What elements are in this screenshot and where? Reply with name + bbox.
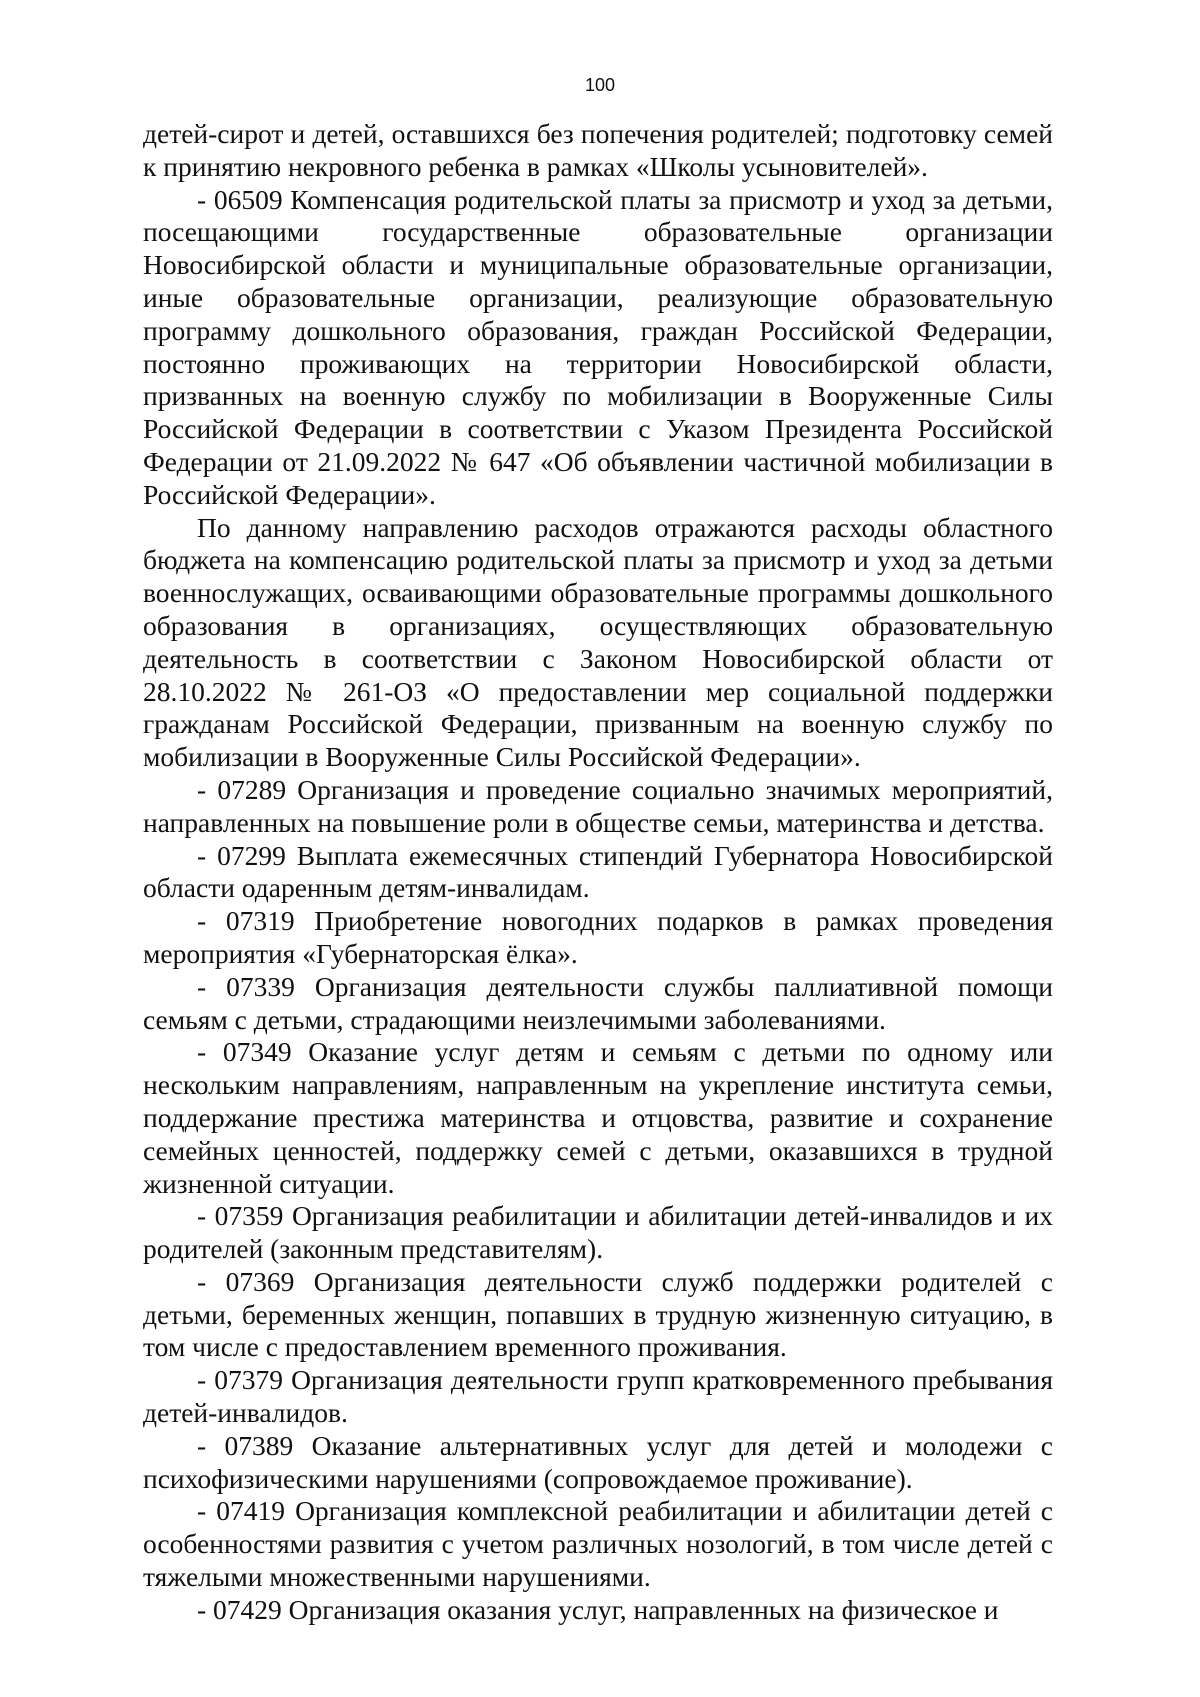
paragraph-07379: - 07379 Организация деятельности групп кратковременного пребывания детей-инвалидов. xyxy=(143,1364,1053,1429)
page-number: 100 xyxy=(584,75,616,95)
paragraph-07299: - 07299 Выплата ежемесячных стипендий Губернатора Новосибирской области одаренным детям-инвалидам. xyxy=(143,839,1053,904)
paragraph-continuation: детей-сирот и детей, оставшихся без попечения родителей; подготовку семей к принятию некровного ребенка в рамках «Школы усыновителей». xyxy=(143,118,1053,182)
paragraph-06509: - 06509 Компенсация родительской платы за присмотр и уход за детьми, посещающими государственные образовательные организации Новосибирской области и муниципальные образовательные организации, иные образовательные организации, реализующие образовательную программу дошкольного образования, граждан Российской Федерации, постоянно проживающих на территории Новосибирской области, призванных на военную службу по мобилизации в Вооруженные Силы Российской Федерации в соответствии с Указом Президента Российской Федерации от 21.09.2022 № 647 «Об объявлении частичной мобилизации в Российской Федерации». xyxy=(143,183,1053,510)
paragraph-07369: - 07369 Организация деятельности служб поддержки родителей с детьми, беременных женщин, попавших в трудную жизненную ситуацию, в том числе с предоставлением временного проживания. xyxy=(143,1265,1053,1363)
paragraph-07359: - 07359 Организация реабилитации и абилитации детей-инвалидов и их родителей (законным представителям). xyxy=(143,1200,1053,1265)
paragraph-07319: - 07319 Приобретение новогодних подарков в рамках проведения мероприятия «Губернаторская ёлка». xyxy=(143,905,1053,969)
paragraph-07339: - 07339 Организация деятельности службы паллиативной помощи семьям с детьми, страдающими неизлечимыми заболеваниями. xyxy=(143,970,1053,1035)
paragraph-07289: - 07289 Организация и проведение социально значимых мероприятий, направленных на повышение роли в обществе семьи, материнства и детства. xyxy=(143,773,1053,838)
paragraph-07429: - 07429 Организация оказания услуг, направленных на физическое и xyxy=(197,1593,999,1625)
document-body xyxy=(143,118,1053,1627)
paragraph-07419: - 07419 Организация комплексной реабилитации и абилитации детей с особенностями развития с учетом различных нозологий, в том числе детей с тяжелыми множественными нарушениями. xyxy=(143,1495,1053,1593)
paragraph-07389: - 07389 Оказание альтернативных услуг для детей и молодежи с психофизическими нарушениями (сопровождаемое проживание). xyxy=(143,1429,1053,1494)
paragraph-07349: - 07349 Оказание услуг детям и семьям с детьми по одному или нескольким направлениям, направленным на укрепление института семьи, поддержание престижа материнства и отцовства, развитие и сохранение семейных ценностей, поддержку семей с детьми, оказавшихся в трудной жизненной ситуации. xyxy=(143,1036,1053,1199)
paragraph-06509-explanation: По данному направлению расходов отражаются расходы областного бюджета на компенсацию родительской платы за присмотр и уход за детьми военнослужащих, осваивающими образовательные программы дошкольного образования в организациях, осуществляющих образовательную деятельность в соответствии с Законом Новосибирской области от 28.10.2022 № 261-ОЗ «О предоставлении мер социальной поддержки гражданам Российской Федерации, призванным на военную службу по мобилизации в Вооруженные Силы Российской Федерации». xyxy=(143,511,1053,773)
